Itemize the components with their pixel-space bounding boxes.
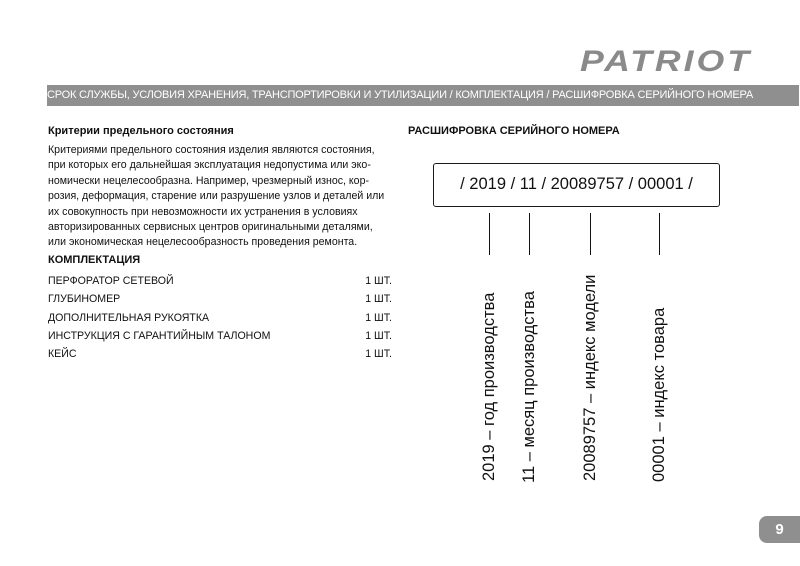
kit-item-qty: 1 ШТ. xyxy=(365,275,392,287)
kit-item xyxy=(48,347,392,361)
criteria-line: Критериями предельного состояния изделия являются состояния, xyxy=(48,144,375,156)
serial-connector-line xyxy=(529,213,530,255)
serial-heading: РАСШИФРОВКА СЕРИЙНОГО НОМЕРА xyxy=(408,125,620,137)
kit-heading: КОМПЛЕКТАЦИЯ xyxy=(48,254,141,266)
serial-label-month: 11 – месяц производства xyxy=(520,291,538,483)
serial-label-year: 2019 – год производства xyxy=(480,292,498,481)
kit-item-name: КЕЙС xyxy=(48,348,77,360)
kit-item xyxy=(48,292,392,306)
criteria-heading: Критерии предельного состояния xyxy=(48,125,234,137)
criteria-line: при которых его дальнейшая эксплуатация недопустима или эко- xyxy=(48,159,371,172)
patriot-logo xyxy=(578,44,756,76)
serial-connector-line xyxy=(659,213,660,255)
criteria-line: розия, деформация, старение или разрушение узлов и деталей или xyxy=(48,190,385,203)
page-number: 9 xyxy=(759,516,800,543)
serial-label-product: 00001 – индекс товара xyxy=(650,307,668,482)
kit-item-name: ГЛУБИНОМЕР xyxy=(48,293,121,305)
criteria-line: авторизированных сервисных центров оригинальными деталями, xyxy=(48,221,373,234)
serial-connector-line xyxy=(590,213,591,255)
logo-text: PATRIOT xyxy=(580,45,753,76)
criteria-paragraph xyxy=(48,143,392,251)
kit-item-name: ДОПОЛНИТЕЛЬНАЯ РУКОЯТКА xyxy=(48,312,210,324)
kit-item-qty: 1 ШТ. xyxy=(365,293,392,305)
criteria-line: номически нецелесообразна. Например, чрезмерный износ, кор- xyxy=(48,174,369,187)
serial-connector-line xyxy=(489,213,490,255)
kit-item-name: ИНСТРУКЦИЯ С ГАРАНТИЙНЫМ ТАЛОНОМ xyxy=(48,330,271,342)
kit-item xyxy=(48,329,392,343)
criteria-line: или экономическая нецелесообразность проведения ремонта. xyxy=(48,236,358,249)
kit-item-qty: 1 ШТ. xyxy=(365,330,392,342)
serial-number-box: / 2019 / 11 / 20089757 / 00001 / xyxy=(433,163,720,207)
criteria-line: их совокупность при невозможности их устранения в условиях xyxy=(48,205,358,218)
section-header-bar: СРОК СЛУЖБЫ, УСЛОВИЯ ХРАНЕНИЯ, ТРАНСПОРТИРОВКИ И УТИЛИЗАЦИИ / КОМПЛЕКТАЦИЯ / РАСШИФРОВКА СЕРИЙНОГО НОМЕРА xyxy=(47,85,799,106)
kit-item xyxy=(48,311,392,325)
serial-label-model: 20089757 – индекс модели xyxy=(581,274,599,481)
kit-item-qty: 1 ШТ. xyxy=(365,312,392,324)
kit-item xyxy=(48,274,392,288)
kit-item-qty: 1 ШТ. xyxy=(365,348,392,360)
kit-item-name: ПЕРФОРАТОР СЕТЕВОЙ xyxy=(48,275,174,287)
